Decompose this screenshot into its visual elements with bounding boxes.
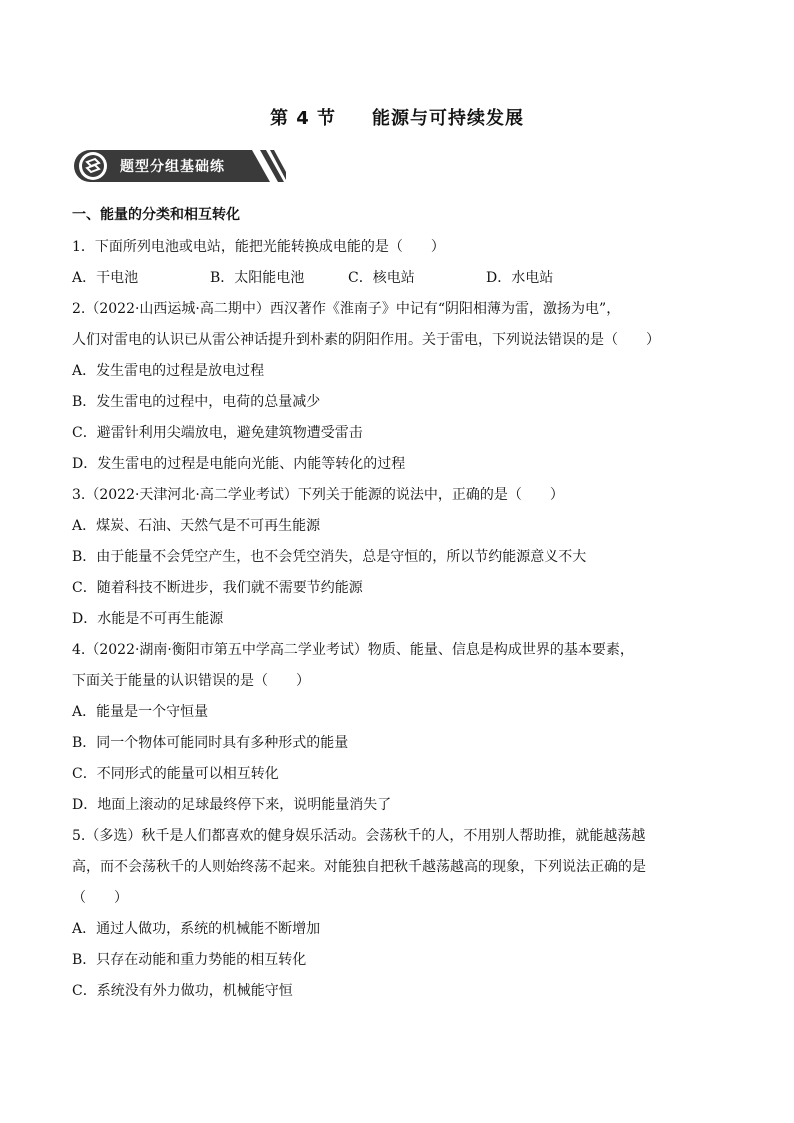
question-4-stem-line: 下面关于能量的认识错误的是（ ） <box>72 673 310 689</box>
option-a: A．能量是一个守恒量 <box>72 704 209 720</box>
option-b: B．太阳能电池 <box>210 270 305 286</box>
question-2-stem-line: 2.（2022·山西运城·高二期中）西汉著作《淮南子》中记有“阴阳相薄为雷，激扬为电”， <box>72 301 621 317</box>
option-a: A．干电池 <box>72 270 139 286</box>
option-b: B．发生雷电的过程中，电荷的总量减少 <box>72 394 321 410</box>
option-c: C．避雷针利用尖端放电，避免建筑物遭受雷击 <box>72 425 363 441</box>
question-3-stem: 3.（2022·天津河北·高二学业考试）下列关于能源的说法中，正确的是（ ） <box>72 487 564 503</box>
question-1-stem: 1．下面所列电池或电站，能把光能转换成电能的是（ ） <box>72 239 445 255</box>
question-5-stem-line: （ ） <box>72 890 128 906</box>
question-1-options <box>72 263 728 294</box>
option-d: D．地面上滚动的足球最终停下来，说明能量消失了 <box>72 797 392 813</box>
option-d: D．水能是不可再生能源 <box>72 611 224 627</box>
option-a: A．发生雷电的过程是放电过程 <box>72 363 265 379</box>
section-heading: 一、能量的分类和相互转化 <box>72 207 240 223</box>
option-c: C．系统没有外力做功，机械能守恒 <box>72 983 293 999</box>
option-d: D．发生雷电的过程是电能向光能、内能等转化的过程 <box>72 456 406 472</box>
section-name: 能源与可持续发展 <box>372 108 525 129</box>
option-c: C．核电站 <box>348 270 415 286</box>
section-number: 第 4 节 <box>269 108 337 129</box>
banner-label: 题型分组基础练 <box>120 159 225 175</box>
option-a: A．煤炭、石油、天然气是不可再生能源 <box>72 518 321 534</box>
option-a: A．通过人做功，系统的机械能不断增加 <box>72 921 321 937</box>
question-5-stem-line: 高，而不会荡秋千的人则始终荡不起来。对能独自把秋千越荡越高的现象，下列说法正确的是 <box>72 859 646 875</box>
option-b: B．同一个物体可能同时具有多种形式的能量 <box>72 735 349 751</box>
question-5-stem-line: 5.（多选）秋千是人们都喜欢的健身娱乐活动。会荡秋千的人，不用别人帮助推，就能越荡越 <box>72 828 646 844</box>
question-list <box>72 204 728 1007</box>
question-2-stem-line: 人们对雷电的认识已从雷公神话提升到朴素的阴阳作用。关于雷电，下列说法错误的是（ ） <box>72 332 660 348</box>
section-banner <box>74 148 286 184</box>
option-d: D．水电站 <box>486 270 554 286</box>
question-4-stem-line: 4.（2022·湖南·衡阳市第五中学高二学业考试）物质、能量、信息是构成世界的基本要素， <box>72 642 634 658</box>
option-c: C．不同形式的能量可以相互转化 <box>72 766 279 782</box>
option-b: B．由于能量不会凭空产生，也不会凭空消失，总是守恒的，所以节约能源意义不大 <box>72 549 587 565</box>
option-b: B．只存在动能和重力势能的相互转化 <box>72 952 307 968</box>
page-title <box>0 104 794 130</box>
option-c: C．随着科技不断进步，我们就不需要节约能源 <box>72 580 363 596</box>
